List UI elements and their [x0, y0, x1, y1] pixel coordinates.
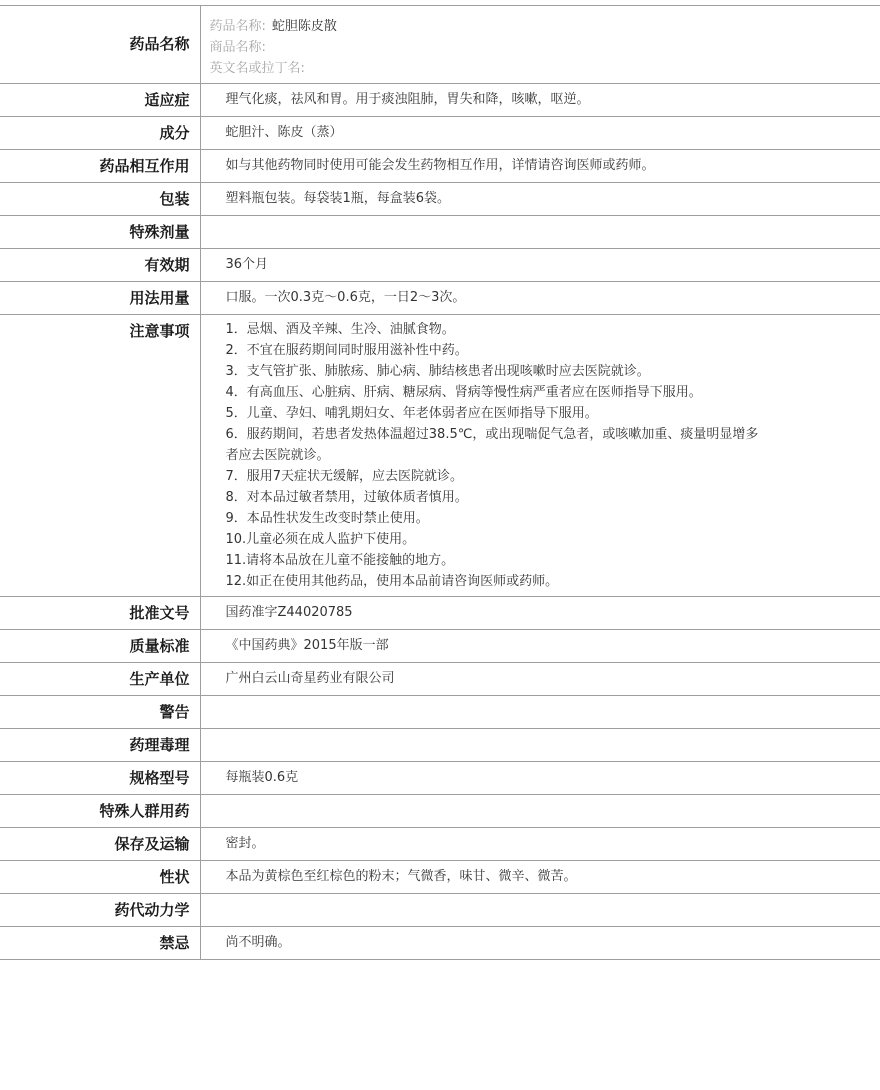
- info-row: [0, 249, 880, 282]
- precautions-row: [0, 315, 880, 597]
- info-row: [0, 282, 880, 315]
- row-label: 特殊剂量: [0, 216, 200, 249]
- info-row: [0, 663, 880, 696]
- drug-name-cell: [200, 6, 880, 84]
- precaution-item: 1．忌烟、酒及辛辣、生冷、油腻食物。: [225, 322, 455, 337]
- row-value: [200, 729, 880, 762]
- row-value: [200, 696, 880, 729]
- row-label: 警告: [0, 696, 200, 729]
- precaution-item: 4．有高血压、心脏病、肝病、糖尿病、肾病等慢性病严重者应在医师指导下服用。: [225, 385, 702, 400]
- info-row: [0, 597, 880, 630]
- row-label: 规格型号: [0, 762, 200, 795]
- row-label: 药品名称: [0, 6, 200, 84]
- info-row: [0, 927, 880, 960]
- row-value: 如与其他药物同时使用可能会发生药物相互作用，详情请咨询医师或药师。: [225, 158, 655, 173]
- row-value: [200, 795, 880, 828]
- generic-name-value: 蛇胆陈皮散: [271, 19, 337, 34]
- info-row: [0, 117, 880, 150]
- english-name-line: [210, 58, 880, 79]
- drug-info-table: [0, 5, 880, 960]
- drug-name-row: [0, 6, 880, 84]
- row-label: 质量标准: [0, 630, 200, 663]
- info-row: [0, 729, 880, 762]
- trade-name-label: 商品名称:: [209, 40, 266, 55]
- info-row: [0, 84, 880, 117]
- generic-name-label: 药品名称:: [209, 19, 266, 34]
- info-row: [0, 216, 880, 249]
- row-label: 成分: [0, 117, 200, 150]
- info-row: [0, 828, 880, 861]
- english-name-label: 英文名或拉丁名:: [209, 61, 305, 76]
- row-label: 药代动力学: [0, 894, 200, 927]
- info-row: [0, 762, 880, 795]
- row-label: 用法用量: [0, 282, 200, 315]
- row-value: [200, 216, 880, 249]
- row-value: 塑料瓶包装。每袋装1瓶，每盒装6袋。: [225, 191, 451, 206]
- row-label: 性状: [0, 861, 200, 894]
- precaution-item: 3．支气管扩张、肺脓疡、肺心病、肺结核患者出现咳嗽时应去医院就诊。: [225, 364, 650, 379]
- row-label: 禁忌: [0, 927, 200, 960]
- info-row: [0, 861, 880, 894]
- row-value: 口服。一次0.3克～0.6克，一日2～3次。: [225, 290, 466, 305]
- row-label: 药理毒理: [0, 729, 200, 762]
- row-value: 36个月: [225, 257, 269, 272]
- row-value: 国药准字Z44020785: [225, 605, 353, 620]
- precaution-item: 9．本品性状发生改变时禁止使用。: [225, 511, 429, 526]
- row-value: 尚不明确。: [225, 935, 291, 950]
- row-value: 广州白云山奇星药业有限公司: [225, 671, 395, 686]
- row-value: 理气化痰，祛风和胃。用于痰浊阻肺，胃失和降，咳嗽，呕逆。: [225, 92, 590, 107]
- row-label: 药品相互作用: [0, 150, 200, 183]
- row-label: 包装: [0, 183, 200, 216]
- precautions-list: [200, 315, 880, 597]
- precaution-item: 5．儿童、孕妇、哺乳期妇女、年老体弱者应在医师指导下服用。: [225, 406, 598, 421]
- row-label: 适应症: [0, 84, 200, 117]
- precaution-item: 12.如正在使用其他药品，使用本品前请咨询医师或药师。: [225, 574, 559, 589]
- precaution-item: 10.儿童必须在成人监护下使用。: [225, 532, 416, 547]
- precaution-item: 8．对本品过敏者禁用，过敏体质者慎用。: [225, 490, 468, 505]
- row-label: 保存及运输: [0, 828, 200, 861]
- info-row: [0, 696, 880, 729]
- precaution-item: 7．服用7天症状无缓解，应去医院就诊。: [225, 469, 464, 484]
- row-label: 批准文号: [0, 597, 200, 630]
- row-value: 本品为黄棕色至红棕色的粉末；气微香，味甘、微辛、微苦。: [225, 869, 577, 884]
- precaution-item: 11.请将本品放在儿童不能接触的地方。: [225, 553, 455, 568]
- row-value: [200, 894, 880, 927]
- row-label: 特殊人群用药: [0, 795, 200, 828]
- precaution-item: 2．不宜在服药期间同时服用滋补性中药。: [225, 343, 468, 358]
- info-row: [0, 150, 880, 183]
- row-value: 蛇胆汁、陈皮（蒸）: [225, 125, 343, 140]
- row-value: 密封。: [225, 836, 265, 851]
- generic-name-line: [210, 16, 880, 37]
- row-value: 每瓶装0.6克: [225, 770, 299, 785]
- trade-name-line: [210, 37, 880, 58]
- info-row: [0, 630, 880, 663]
- info-row: [0, 183, 880, 216]
- info-row: [0, 795, 880, 828]
- row-label: 有效期: [0, 249, 200, 282]
- row-label: 注意事项: [0, 315, 200, 597]
- info-row: [0, 894, 880, 927]
- row-label: 生产单位: [0, 663, 200, 696]
- precaution-item: 6．服药期间，若患者发热体温超过38.5℃，或出现喘促气急者，或咳嗽加重、痰量明显增多者应去医院就诊。: [225, 427, 759, 463]
- row-value: 《中国药典》2015年版一部: [225, 638, 389, 653]
